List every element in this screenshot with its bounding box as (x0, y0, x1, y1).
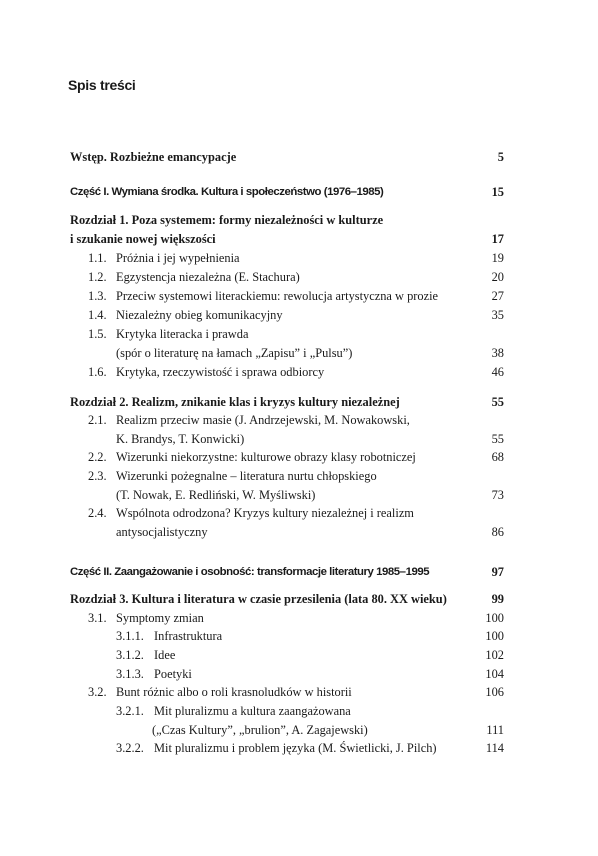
toc-section-text: Bunt różnic albo o roli krasnoludków w historii (116, 685, 352, 699)
toc-section-number: 3.2. (88, 685, 107, 699)
toc-subsection-number: 3.1.2. (116, 648, 144, 662)
toc-chapter-2 (70, 393, 504, 411)
toc-subsection-text: Mit pluralizmu i problem języka (M. Świetlicki, J. Pilch) (154, 741, 437, 755)
toc-subsection-text: Poetyki (154, 667, 192, 681)
toc-section-text: Egzystencja niezależna (E. Stachura) (116, 270, 300, 284)
toc-section-number: 3.1. (88, 611, 107, 625)
toc-section-2-1-continued (70, 430, 504, 448)
toc-section-text: Niezależny obieg komunikacyjny (116, 308, 283, 322)
toc-subsection-3-2-1 (70, 702, 504, 720)
toc-subsection-3-1-1 (70, 627, 504, 645)
toc-page-number: 46 (491, 365, 504, 379)
toc-subsection-text: („Czas Kultury”, „brulion”, A. Zagajewski) (152, 723, 368, 737)
toc-section-number: 1.5. (88, 327, 107, 341)
toc-section-1-1 (70, 249, 504, 267)
toc-section-2-3 (70, 467, 504, 485)
toc-section-text: Próżnia i jej wypełnienia (116, 251, 240, 265)
toc-section-text: K. Brandys, T. Konwicki) (116, 432, 245, 446)
toc-section-number: 1.6. (88, 365, 107, 379)
toc-section-1-6 (70, 363, 504, 381)
toc-subsection-number: 3.2.1. (116, 704, 144, 718)
toc-subsection-3-2-1-continued (70, 721, 504, 739)
toc-section-number: 1.3. (88, 289, 107, 303)
toc-chapter-3 (70, 590, 504, 608)
toc-section-text: antysocjalistyczny (116, 525, 208, 539)
toc-chapter-text: Rozdział 3. Kultura i literatura w czasie przesilenia (lata 80. XX wieku) (70, 592, 447, 606)
toc-section-text: Wizerunki niekorzystne: kulturowe obrazy klasy robotniczej (116, 450, 416, 464)
toc-page-number: 86 (491, 525, 504, 539)
toc-section-number: 2.3. (88, 469, 107, 483)
toc-section-number: 2.2. (88, 450, 107, 464)
toc-part-2 (70, 563, 504, 581)
toc-section-text: (spór o literaturę na łamach „Zapisu” i „Pulsu”) (116, 346, 353, 360)
toc-page-number: 106 (485, 685, 504, 699)
toc-page-number: 99 (491, 592, 504, 606)
toc-section-text: Przeciw systemowi literackiemu: rewolucja artystyczna w prozie (116, 289, 439, 303)
toc-section-2-4-continued (70, 523, 504, 541)
toc-chapter-text: i szukanie nowej większości (70, 232, 216, 246)
toc-entry-wstep (70, 148, 504, 166)
toc-subsection-number: 3.1.3. (116, 667, 144, 681)
toc-section-1-3 (70, 287, 504, 305)
toc-page-number: 73 (491, 488, 504, 502)
toc-page-number: 17 (491, 232, 504, 246)
toc-section-1-2 (70, 268, 504, 286)
toc-subsection-text: Mit pluralizmu a kultura zaangażowana (154, 704, 351, 718)
toc-subsection-text: Infrastruktura (154, 629, 223, 643)
toc-section-2-4 (70, 504, 504, 522)
toc-section-text: Wspólnota odrodzona? Kryzys kultury niezależnej i realizm (116, 506, 414, 520)
toc-page-number: 97 (491, 565, 504, 579)
toc-part-1 (70, 183, 504, 201)
toc-section-3-1 (70, 609, 504, 627)
toc-chapter-1 (70, 211, 504, 229)
toc-entry-text: Wstęp. Rozbieżne emancypacje (70, 150, 237, 164)
toc-section-text: Realizm przeciw masie (J. Andrzejewski, M. Nowakowski, (116, 413, 410, 427)
toc-subsection-3-1-2 (70, 646, 504, 664)
toc-page-number: 5 (497, 150, 504, 164)
toc-page-number: 100 (485, 629, 504, 643)
toc-section-number: 1.4. (88, 308, 107, 322)
page-title: Spis treści (68, 77, 136, 93)
toc-section-text: Wizerunki pożegnalne – literatura nurtu chłopskiego (116, 469, 377, 483)
toc-section-number: 1.2. (88, 270, 107, 284)
toc-page-number: 27 (491, 289, 504, 303)
toc-section-1-5-continued (70, 344, 504, 362)
toc-chapter-text: Rozdział 2. Realizm, znikanie klas i kryzys kultury niezależnej (70, 395, 400, 409)
toc-page-number: 38 (491, 346, 504, 360)
toc-part-text: Część II. Zaangażowanie i osobność: transformacje literatury 1985–1995 (70, 566, 430, 578)
toc-page-number: 15 (491, 185, 504, 199)
toc-page-number: 68 (491, 450, 504, 464)
toc-section-1-5 (70, 325, 504, 343)
toc-section-text: (T. Nowak, E. Redliński, W. Myśliwski) (116, 488, 316, 502)
toc-section-text: Krytyka literacka i prawda (116, 327, 249, 341)
toc-page-number: 114 (485, 741, 504, 755)
toc-part-text: Część I. Wymiana środka. Kultura i społeczeństwo (1976–1985) (70, 186, 384, 198)
toc-subsection-3-1-3 (70, 665, 504, 683)
toc-section-1-4 (70, 306, 504, 324)
toc-page-number: 100 (485, 611, 504, 625)
toc-page-number: 19 (491, 251, 504, 265)
toc-section-2-3-continued (70, 486, 504, 504)
toc-page-number: 55 (491, 395, 504, 409)
toc-chapter-1-continued (70, 230, 504, 248)
toc-section-2-2 (70, 448, 504, 466)
toc-section-3-2 (70, 683, 504, 701)
toc-subsection-text: Idee (154, 648, 176, 662)
toc-subsection-number: 3.1.1. (116, 629, 144, 643)
toc-section-number: 2.1. (88, 413, 107, 427)
toc-subsection-3-2-2 (70, 739, 504, 757)
toc-section-number: 2.4. (88, 506, 107, 520)
toc-section-text: Symptomy zmian (116, 611, 204, 625)
toc-page-number: 55 (491, 432, 504, 446)
toc-page-number: 35 (491, 308, 504, 322)
toc-section-2-1 (70, 411, 504, 429)
toc-page-number: 104 (485, 667, 504, 681)
toc-section-number: 1.1. (88, 251, 107, 265)
toc-section-text: Krytyka, rzeczywistość i sprawa odbiorcy (116, 365, 325, 379)
toc-page-number: 102 (485, 648, 504, 662)
toc-subsection-number: 3.2.2. (116, 741, 144, 755)
toc-page-number: 20 (491, 270, 504, 284)
toc-page-number: 111 (486, 723, 504, 737)
toc-chapter-text: Rozdział 1. Poza systemem: formy niezależności w kulturze (70, 213, 384, 227)
